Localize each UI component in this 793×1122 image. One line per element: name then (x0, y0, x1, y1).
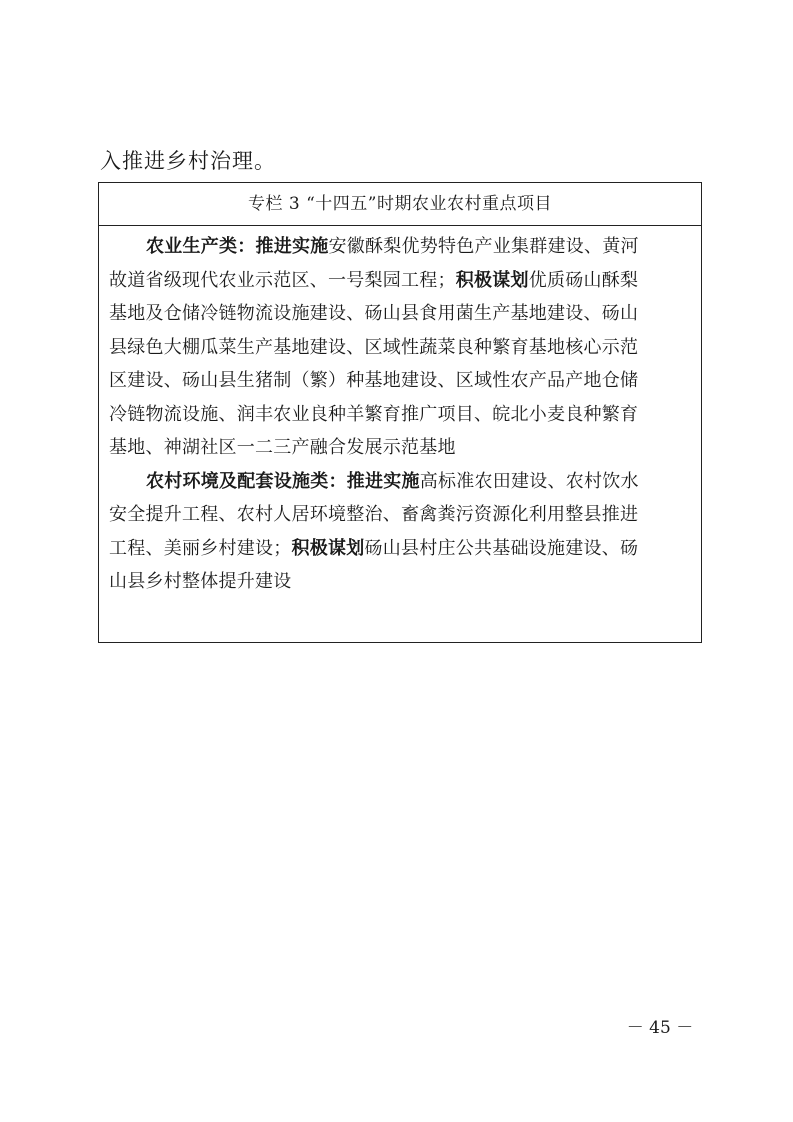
action-label: 积极谋划 (291, 537, 365, 559)
text-line: 基地、神湖社区一二三产融合发展示范基地 (109, 437, 456, 458)
text-line (109, 465, 693, 499)
text-line: 山县乡村整体提升建设 (109, 571, 292, 592)
rural-environment-paragraph (109, 465, 693, 599)
action-label: 推进实施 (255, 236, 329, 257)
agri-production-paragraph (109, 230, 693, 465)
text-line: 安全提升工程、农村人居环境整治、畜禽粪污资源化利用整县推进 (109, 504, 639, 525)
text-segment: 砀山县村庄公共基础设施建设、砀 (364, 537, 639, 559)
text-line: 冷链物流设施、润丰农业良种羊繁育推广项目、皖北小麦良种繁育 (109, 403, 639, 425)
text-segment: 故道省级现代农业示范区、一号梨园工程； (109, 269, 456, 291)
category-label: 农业生产类： (146, 236, 256, 257)
category-label: 农村环境及配套设施类： (146, 470, 347, 492)
page-number: － 45 － (626, 1018, 694, 1038)
column-title: 专栏 3 “十四五”时期农业农村重点项目 (99, 183, 701, 226)
text-line: 县绿色大棚瓜菜生产基地建设、区域性蔬菜良种繁育基地核心示范 (109, 336, 639, 358)
action-label: 积极谋划 (455, 269, 529, 291)
intro-text: 入推进乡村治理。 (100, 149, 276, 173)
text-line (109, 230, 693, 264)
text-segment: 高标准农田建设、农村饮水 (419, 470, 639, 492)
project-column-box (98, 182, 702, 643)
text-line: 区建设、砀山县生猪制（繁）种基地建设、区域性农产品产地仓储 (109, 370, 639, 391)
text-segment: 工程、美丽乡村建设； (109, 537, 292, 559)
text-line (109, 532, 693, 566)
text-line (109, 264, 693, 298)
column-body (99, 226, 701, 599)
text-segment: 安徽酥梨优势特色产业集群建设、黄河 (328, 236, 639, 257)
action-label: 推进实施 (346, 470, 420, 492)
text-line: 基地及仓储冷链物流设施建设、砀山县食用菌生产基地建设、砀山 (109, 303, 639, 324)
text-segment: 优质砀山酥梨 (528, 269, 639, 291)
